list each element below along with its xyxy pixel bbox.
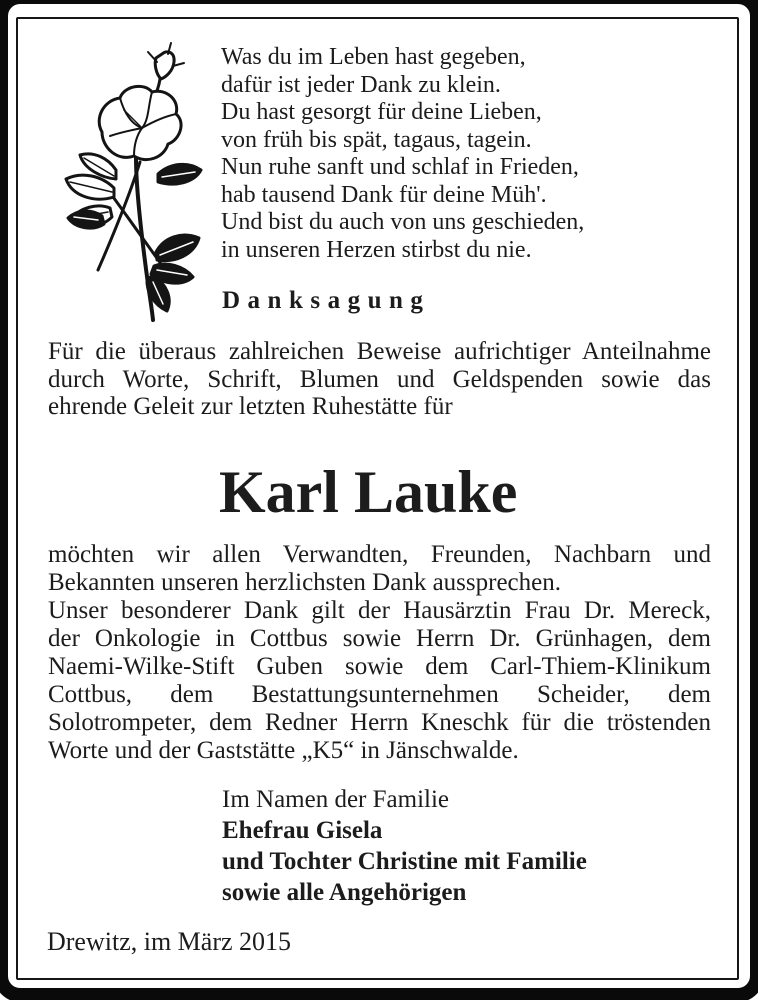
memorial-poem <box>221 44 584 264</box>
paragraph-line: Naemi-Wilke-Stift Guben sowie dem Carl-Thiem-Klinikum <box>48 653 711 680</box>
paragraph-line: Unser besonderer Dank gilt der Hausärztin Frau Dr. Mereck, <box>48 597 711 624</box>
family-line: und Tochter Christine mit Familie <box>222 848 587 875</box>
poem-line: Und bist du auch von uns geschieden, <box>221 209 585 235</box>
poem-line: Was du im Leben hast gegeben, <box>221 44 526 70</box>
danksagung-heading: Danksagung <box>222 287 431 314</box>
paragraph-line: ehrende Geleit zur letzten Ruhestätte für <box>48 393 453 420</box>
family-intro: Im Namen der Familie <box>222 786 450 813</box>
thanks-paragraph-2 <box>48 597 711 765</box>
paragraph-line: durch Worte, Schrift, Blumen und Geldspenden sowie das <box>48 365 711 393</box>
paragraph-line: der Onkologie in Cottbus sowie Herrn Dr. Grünhagen, dem <box>48 625 711 652</box>
family-line: Ehefrau Gisela <box>222 817 383 844</box>
paragraph-line: möchten wir allen Verwandten, Freunden, Nachbarn und <box>48 541 711 568</box>
paragraph-line: Cottbus, dem Bestattungsunternehmen Scheider, dem <box>48 681 711 708</box>
poem-line: von früh bis spät, tagaus, tagein. <box>221 126 532 153</box>
poem-line: dafür ist jeder Dank zu klein. <box>221 71 501 98</box>
dateline: Drewitz, im März 2015 <box>47 927 292 956</box>
paragraph-line: Für die überaus zahlreichen Beweise aufrichtiger Anteilnahme <box>48 338 711 365</box>
rose-icon <box>46 40 214 325</box>
family-line: sowie alle Angehörigen <box>222 879 467 906</box>
intro-paragraph <box>48 338 711 421</box>
deceased-name: Karl Lauke <box>219 459 518 525</box>
poem-line: in unseren Herzen stirbst du nie. <box>221 236 532 263</box>
paragraph-line: Worte und der Gaststätte „K5“ in Jänschwalde. <box>48 737 519 764</box>
poem-line: Nun ruhe sanft und schlaf in Frieden, <box>221 154 579 180</box>
family-block <box>222 784 587 908</box>
poem-line: Du hast gesorgt für deine Lieben, <box>221 99 542 125</box>
paragraph-line: Bekannten unseren herzlichsten Dank aussprechen. <box>48 569 562 596</box>
poem-line: hab tausend Dank für deine Müh'. <box>221 181 547 208</box>
paragraph-line: Solotrompeter, dem Redner Herrn Kneschk für die tröstenden <box>48 709 711 736</box>
thanks-paragraph-1 <box>48 541 711 597</box>
